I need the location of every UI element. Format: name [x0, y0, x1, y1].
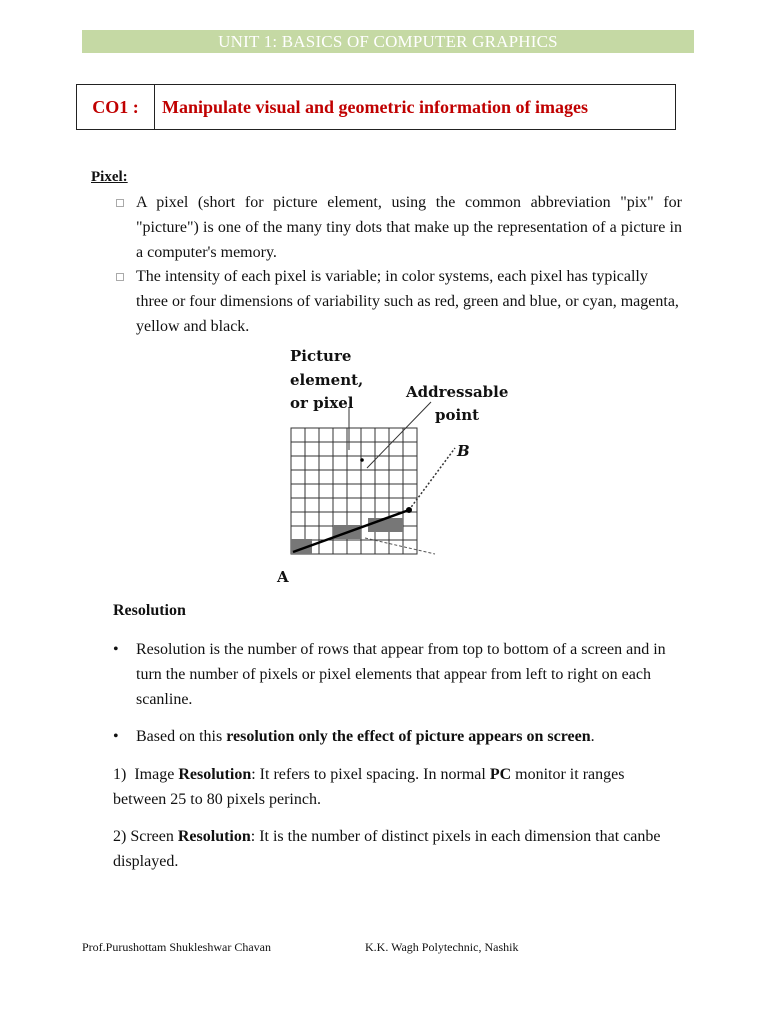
- addressable-point-dot: [360, 458, 364, 462]
- unit-title-banner: UNIT 1: BASICS OF COMPUTER GRAPHICS: [82, 30, 694, 53]
- bullet-box-icon: [116, 199, 124, 207]
- pixel-bullet-2: The intensity of each pixel is variable; in color systems, each pixel has typically three or four dimensions of variability such as red, green and blue, or cyan, magenta, yellow and black.: [136, 268, 679, 335]
- footer-author: Prof.Purushottam Shukleshwar Chavan: [82, 940, 271, 954]
- line-end-point: [406, 507, 412, 513]
- image-resolution-item: 1) Image Resolution: It refers to pixel spacing. In normal PC monitor it ranges between 25 to 80 pixels perinch.: [113, 766, 625, 808]
- picture-element-label-3: or pixel: [290, 394, 354, 412]
- course-outcome-box: [76, 84, 676, 130]
- course-outcome-text: Manipulate visual and geometric information of images: [162, 97, 588, 117]
- resolution-bullet-1: Resolution is the number of rows that appear from top to bottom of a screen and in turn the number of pixels or pixel elements that appear from left to right on each scanline.: [136, 641, 666, 708]
- bullet-dot-icon: •: [113, 728, 119, 745]
- addressable-callout-line: [367, 402, 431, 468]
- picture-element-label-1: Picture: [290, 347, 352, 365]
- addressable-label-2: point: [435, 406, 480, 424]
- pixel-bullet-1: A pixel (short for picture element, using the common abbreviation "pix" for "picture") is one of the many tiny dots that make up the representation of a picture in a computer's memory.: [136, 194, 682, 261]
- pixel-diagram: [277, 340, 525, 590]
- addressable-label-1: Addressable: [406, 383, 509, 401]
- resolution-bullet-2: Based on this resolution only the effect of picture appears on screen.: [136, 728, 595, 745]
- bullet-box-icon: [116, 273, 124, 281]
- picture-element-label-2: element,: [290, 371, 364, 389]
- point-a-label: A: [277, 568, 289, 586]
- footer-institution: K.K. Wagh Polytechnic, Nashik: [365, 940, 519, 954]
- bullet-dot-icon: •: [113, 641, 119, 658]
- course-outcome-label: CO1 :: [77, 85, 155, 129]
- point-b-label: B: [457, 442, 470, 460]
- dotted-line-to-b: [409, 448, 455, 510]
- pixel-heading: Pixel:: [91, 169, 128, 185]
- resolution-heading: Resolution: [113, 602, 186, 619]
- screen-resolution-item: 2) Screen Resolution: It is the number of distinct pixels in each dimension that canbe displayed.: [113, 828, 661, 870]
